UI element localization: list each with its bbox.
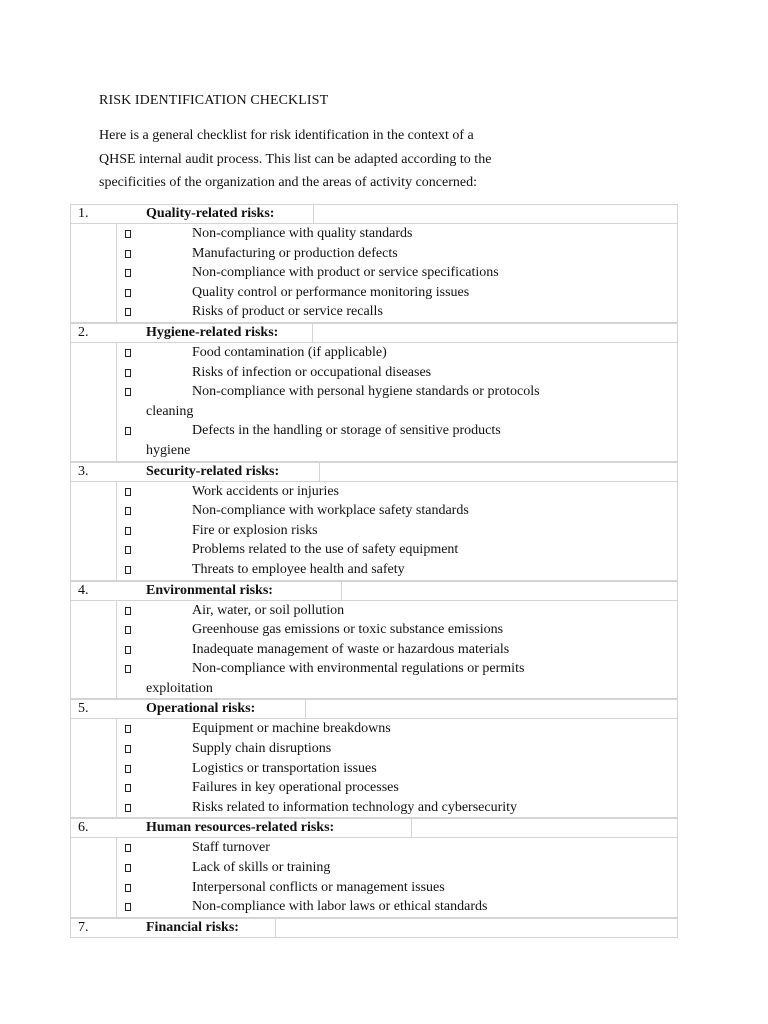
checkbox-icon[interactable] [125, 349, 131, 357]
checkbox-icon[interactable] [125, 369, 131, 377]
header-divider [341, 582, 342, 600]
checkbox-icon[interactable] [125, 566, 131, 574]
intro-paragraph [99, 124, 539, 195]
item-text: Manufacturing or production defects [192, 245, 398, 261]
item-text: Risks of infection or occupational diseases [192, 364, 432, 380]
header-divider [411, 819, 412, 837]
item-text: Non-compliance with personal hygiene standards or protocols [192, 384, 540, 400]
checklist-item [71, 363, 677, 383]
checkbox-icon[interactable] [125, 427, 131, 435]
item-text: Risks of product or service recalls [192, 304, 383, 320]
checkbox-icon[interactable] [125, 665, 131, 673]
section-number: 3. [78, 463, 89, 479]
section-title: Operational risks: [146, 701, 256, 717]
section-title: Security-related risks: [146, 463, 280, 479]
section-header [70, 918, 678, 938]
checklist-item [71, 719, 677, 739]
item-text: Equipment or machine breakdowns [192, 721, 391, 737]
section-header [70, 699, 678, 719]
item-text: Non-compliance with labor laws or ethical standards [192, 899, 488, 915]
checklist-item [71, 878, 677, 898]
checkbox-icon[interactable] [125, 308, 131, 316]
section-number: 1. [78, 206, 89, 221]
checklist-item [71, 283, 677, 303]
section-number: 6. [78, 820, 89, 836]
intro-line: QHSE internal audit process. This list can be adapted according to the [99, 151, 492, 167]
section-items [70, 601, 678, 700]
header-divider [305, 700, 306, 718]
item-text-continuation: exploitation [146, 680, 213, 696]
checklist-item [71, 620, 677, 640]
checklist-item [71, 858, 677, 878]
item-text: Problems related to the use of safety equipment [192, 542, 459, 558]
checklist-item [71, 343, 677, 363]
checkbox-icon[interactable] [125, 646, 131, 654]
checkbox-icon[interactable] [125, 725, 131, 733]
section-title: Hygiene-related risks: [146, 324, 279, 340]
intro-line: specificities of the organization and the areas of activity concerned: [99, 175, 477, 190]
header-divider [313, 205, 314, 223]
checklist-item [71, 521, 677, 541]
checkbox-icon[interactable] [125, 626, 131, 634]
section-header [70, 818, 678, 838]
intro-line: Here is a general checklist for risk identification in the context of a [99, 128, 474, 143]
checkbox-icon[interactable] [125, 864, 131, 872]
section-items [70, 224, 678, 323]
checklist-item [71, 601, 677, 621]
item-text: Greenhouse gas emissions or toxic substance emissions [192, 622, 504, 638]
checkbox-icon[interactable] [125, 230, 131, 238]
item-text: Threats to employee health and safety [192, 561, 405, 577]
section-items [70, 482, 678, 581]
item-text: Food contamination (if applicable) [192, 344, 387, 360]
checklist-item [71, 224, 677, 244]
item-text: Fire or explosion risks [192, 522, 318, 538]
section-header [70, 581, 678, 601]
checkbox-icon[interactable] [125, 784, 131, 792]
section-header [70, 462, 678, 482]
checkbox-icon[interactable] [125, 507, 131, 515]
header-divider [319, 463, 320, 481]
checklist-item [71, 382, 677, 421]
item-text: Defects in the handling or storage of sensitive products [192, 423, 501, 439]
checkbox-icon[interactable] [125, 527, 131, 535]
checklist-item [71, 540, 677, 560]
checkbox-icon[interactable] [125, 884, 131, 892]
checklist-item [71, 421, 677, 460]
item-text: Inadequate management of waste or hazardous materials [192, 641, 510, 657]
checkbox-icon[interactable] [125, 488, 131, 496]
checklist-item [71, 798, 677, 818]
header-divider [275, 919, 276, 937]
checklist-item [71, 263, 677, 283]
checklist-item [71, 501, 677, 521]
checkbox-icon[interactable] [125, 388, 131, 396]
item-text: Non-compliance with quality standards [192, 226, 413, 241]
checkbox-icon[interactable] [125, 289, 131, 297]
section-number: 4. [78, 582, 89, 598]
checkbox-icon[interactable] [125, 546, 131, 554]
item-text: Staff turnover [192, 840, 270, 856]
item-text: Interpersonal conflicts or management issues [192, 879, 445, 895]
item-text: Risks related to information technology and cybersecurity [192, 799, 518, 815]
checkbox-icon[interactable] [125, 269, 131, 277]
section-header [70, 323, 678, 343]
checklist-item [71, 897, 677, 917]
section-title: Human resources-related risks: [146, 820, 335, 836]
section-number: 7. [78, 919, 89, 935]
item-text: Logistics or transportation issues [192, 760, 377, 776]
checklist-item [71, 659, 677, 698]
item-text: Supply chain disruptions [192, 741, 332, 757]
checklist-item [71, 302, 677, 322]
checkbox-icon[interactable] [125, 765, 131, 773]
item-text: Lack of skills or training [192, 860, 331, 876]
item-text: Work accidents or injuries [192, 483, 339, 499]
item-text: Quality control or performance monitoring issues [192, 284, 470, 300]
checkbox-icon[interactable] [125, 844, 131, 852]
checklist-item [71, 838, 677, 858]
checkbox-icon[interactable] [125, 903, 131, 911]
section-number: 2. [78, 324, 89, 340]
item-text: Non-compliance with environmental regulations or permits [192, 661, 525, 677]
section-items [70, 719, 678, 818]
section-items [70, 343, 678, 462]
item-text-continuation: hygiene [146, 442, 191, 458]
checkbox-icon[interactable] [125, 804, 131, 812]
checkbox-icon[interactable] [125, 250, 131, 258]
checklist-item [71, 482, 677, 502]
checklist-item [71, 759, 677, 779]
checklist-item [71, 244, 677, 264]
checkbox-icon[interactable] [125, 607, 131, 615]
risk-checklist-table [70, 204, 678, 938]
checklist-item [71, 560, 677, 580]
item-text: Air, water, or soil pollution [192, 602, 345, 618]
checklist-item [71, 640, 677, 660]
section-items [70, 838, 678, 917]
checklist-item [71, 739, 677, 759]
checklist-item [71, 778, 677, 798]
item-text: Failures in key operational processes [192, 780, 399, 796]
header-divider [312, 324, 313, 342]
item-text-continuation: cleaning [146, 403, 194, 419]
section-number: 5. [78, 701, 89, 717]
section-title: Quality-related risks: [146, 206, 275, 221]
checkbox-icon[interactable] [125, 745, 131, 753]
document-title: RISK IDENTIFICATION CHECKLIST [99, 93, 329, 108]
item-text: Non-compliance with workplace safety standards [192, 503, 469, 519]
section-header [70, 204, 678, 224]
item-text: Non-compliance with product or service specifications [192, 265, 499, 281]
section-title: Financial risks: [146, 919, 239, 935]
section-title: Environmental risks: [146, 582, 273, 598]
